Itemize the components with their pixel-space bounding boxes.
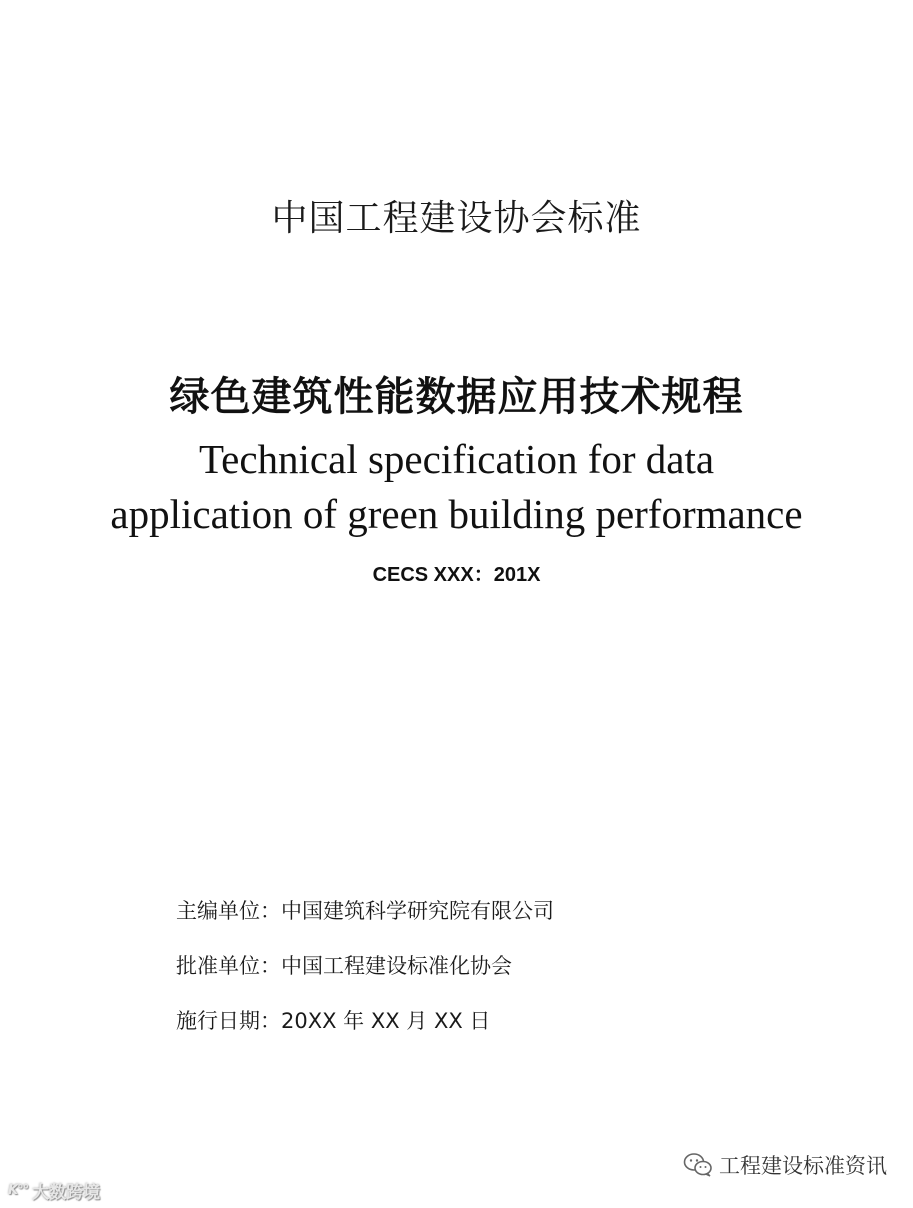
standard-code: CECS XXX：201X — [372, 564, 541, 586]
publication-info — [176, 896, 554, 1061]
document-title-english — [0, 432, 913, 542]
wechat-icon — [683, 1152, 713, 1178]
info-label: 施行日期： — [176, 1009, 281, 1033]
info-label: 批准单位： — [176, 954, 281, 978]
watermark-logo-icon: K°° — [8, 1183, 29, 1198]
document-title-english-line-2: application of green building performance — [110, 491, 803, 537]
info-row-approver — [176, 951, 554, 1006]
watermark-left-text: 大数跨境 — [32, 1183, 101, 1203]
info-value: 20XX 年 XX 月 XX 日 — [281, 1009, 491, 1033]
watermark-left — [8, 1178, 100, 1203]
watermark-right — [683, 1150, 887, 1180]
document-title-english-line-1: Technical specification for data — [198, 436, 715, 482]
watermark-right-text: 工程建设标准资讯 — [719, 1154, 887, 1178]
info-label: 主编单位： — [176, 899, 281, 923]
organization-title: 中国工程建设协会标准 — [271, 198, 642, 239]
info-row-effective-date — [176, 1006, 554, 1061]
info-value: 中国工程建设标准化协会 — [281, 954, 512, 978]
info-row-editor — [176, 896, 554, 951]
info-value: 中国建筑科学研究院有限公司 — [281, 899, 554, 923]
document-title-chinese: 绿色建筑性能数据应用技术规程 — [169, 374, 744, 420]
